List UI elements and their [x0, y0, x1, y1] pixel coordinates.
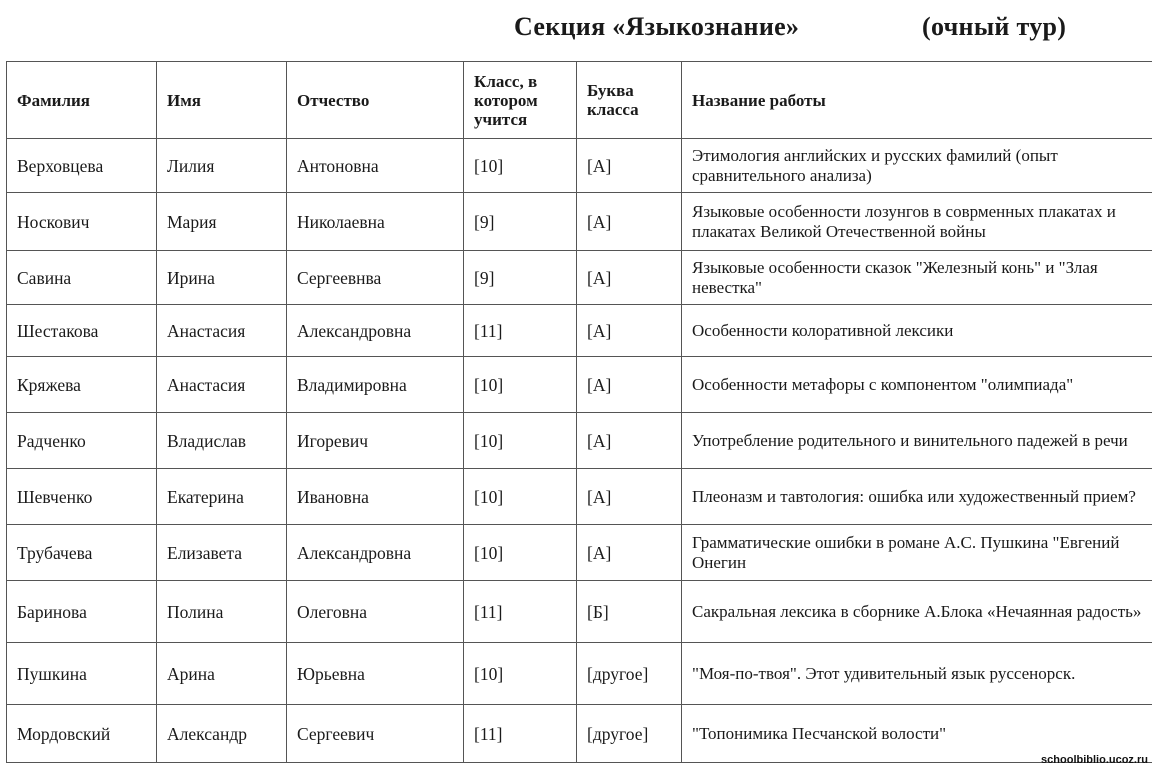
table-row [7, 357, 1152, 413]
cell-grade: [9] [464, 251, 577, 305]
cell-patronymic: Ивановна [287, 469, 464, 525]
cell-patronymic: Игоревич [287, 413, 464, 469]
cell-patronymic: Николаевна [287, 193, 464, 251]
cell-patronymic: Сергеевнва [287, 251, 464, 305]
watermark: schoolbiblio.ucoz.ru [1041, 754, 1148, 766]
cell-patronymic: Сергеевич [287, 705, 464, 763]
cell-topic: Языковые особенности лозунгов в соврменных плакатах и плакатах Великой Отечественной войны [682, 193, 1152, 251]
cell-letter: [А] [577, 525, 682, 581]
cell-name: Владислав [157, 413, 287, 469]
cell-topic: Употребление родительного и винительного падежей в речи [682, 413, 1152, 469]
cell-letter: [А] [577, 305, 682, 357]
cell-surname: Радченко [7, 413, 157, 469]
cell-grade: [10] [464, 525, 577, 581]
cell-surname: Пушкина [7, 643, 157, 705]
cell-patronymic: Владимировна [287, 357, 464, 413]
cell-grade: [10] [464, 469, 577, 525]
section-title: Секция «Языкознание» [514, 12, 800, 41]
table-row [7, 413, 1152, 469]
cell-letter: [А] [577, 413, 682, 469]
header-row [7, 62, 1152, 139]
cell-grade: [11] [464, 305, 577, 357]
page-title [0, 8, 1152, 48]
cell-name: Анастасия [157, 305, 287, 357]
cell-name: Мария [157, 193, 287, 251]
table-row [7, 305, 1152, 357]
header-grade: Класс, в котором учится [464, 62, 577, 139]
header-patronymic: Отчество [287, 62, 464, 139]
cell-grade: [10] [464, 139, 577, 193]
cell-topic: Особенности колоративной лексики [682, 305, 1152, 357]
cell-grade: [10] [464, 643, 577, 705]
cell-name: Елизавета [157, 525, 287, 581]
cell-surname: Баринова [7, 581, 157, 643]
cell-name: Анастасия [157, 357, 287, 413]
cell-letter: [А] [577, 469, 682, 525]
tour-label: (очный тур) [922, 12, 1067, 41]
cell-patronymic: Юрьевна [287, 643, 464, 705]
header-topic: Название работы [682, 62, 1152, 139]
cell-topic: Этимология английских и русских фамилий (опыт сравнительного анализа) [682, 139, 1152, 193]
cell-surname: Кряжева [7, 357, 157, 413]
header-name: Имя [157, 62, 287, 139]
cell-topic: "Топонимика Песчанской волости" [682, 705, 1152, 763]
cell-name: Александр [157, 705, 287, 763]
header-surname: Фамилия [7, 62, 157, 139]
cell-name: Арина [157, 643, 287, 705]
cell-surname: Верховцева [7, 139, 157, 193]
cell-letter: [А] [577, 193, 682, 251]
cell-surname: Шевченко [7, 469, 157, 525]
table-row [7, 525, 1152, 581]
cell-name: Лилия [157, 139, 287, 193]
cell-letter: [А] [577, 251, 682, 305]
table-row [7, 251, 1152, 305]
cell-grade: [9] [464, 193, 577, 251]
cell-surname: Мордовский [7, 705, 157, 763]
cell-surname: Шестакова [7, 305, 157, 357]
cell-patronymic: Александровна [287, 305, 464, 357]
cell-topic: Грамматические ошибки в романе А.С. Пушкина "Евгений Онегин [682, 525, 1152, 581]
participants-table [6, 61, 1152, 763]
cell-grade: [11] [464, 705, 577, 763]
table-row [7, 705, 1152, 763]
cell-topic: Плеоназм и тавтология: ошибка или художественный прием? [682, 469, 1152, 525]
cell-letter: [Б] [577, 581, 682, 643]
table-row [7, 139, 1152, 193]
cell-topic: Языковые особенности сказок "Железный конь" и "Злая невестка" [682, 251, 1152, 305]
cell-name: Ирина [157, 251, 287, 305]
table-row [7, 643, 1152, 705]
cell-name: Екатерина [157, 469, 287, 525]
cell-grade: [10] [464, 357, 577, 413]
table-row [7, 193, 1152, 251]
table-row [7, 469, 1152, 525]
cell-letter: [А] [577, 139, 682, 193]
cell-letter: [другое] [577, 643, 682, 705]
cell-surname: Савина [7, 251, 157, 305]
header-letter: Буква класса [577, 62, 682, 139]
cell-letter: [А] [577, 357, 682, 413]
cell-patronymic: Александровна [287, 525, 464, 581]
cell-grade: [10] [464, 413, 577, 469]
table-row [7, 581, 1152, 643]
cell-topic: "Моя-по-твоя". Этот удивительный язык руссенорск. [682, 643, 1152, 705]
cell-surname: Трубачева [7, 525, 157, 581]
cell-topic: Сакральная лексика в сборнике А.Блока «Нечаянная радость» [682, 581, 1152, 643]
cell-topic: Особенности метафоры с компонентом "олимпиада" [682, 357, 1152, 413]
cell-grade: [11] [464, 581, 577, 643]
cell-surname: Носкович [7, 193, 157, 251]
cell-letter: [другое] [577, 705, 682, 763]
cell-patronymic: Антоновна [287, 139, 464, 193]
cell-name: Полина [157, 581, 287, 643]
cell-patronymic: Олеговна [287, 581, 464, 643]
